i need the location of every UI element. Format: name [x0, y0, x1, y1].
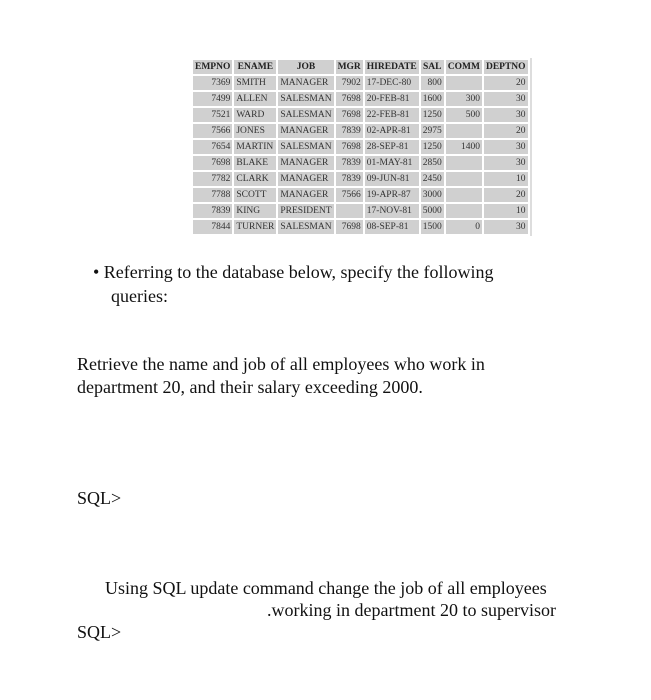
table-cell: 7698	[336, 220, 363, 234]
table-cell: 7566	[193, 124, 232, 138]
table-cell: 22-FEB-81	[365, 108, 419, 122]
table-row	[193, 92, 528, 106]
table-cell	[446, 172, 482, 186]
table-cell: 28-SEP-81	[365, 140, 419, 154]
question-1-line-1: Retrieve the name and job of all employees who work in	[77, 354, 485, 374]
table-cell: 30	[484, 156, 528, 170]
table-cell: 0	[446, 220, 482, 234]
table-row	[193, 220, 528, 234]
table-cell: 7566	[336, 188, 363, 202]
table-cell: 01-MAY-81	[365, 156, 419, 170]
table-cell: 7844	[193, 220, 232, 234]
table-cell: 7369	[193, 76, 232, 90]
table-cell: 17-DEC-80	[365, 76, 419, 90]
table-cell: 1400	[446, 140, 482, 154]
table-cell: 7782	[193, 172, 232, 186]
table-cell: 7698	[336, 108, 363, 122]
table-cell: 2975	[422, 126, 442, 136]
table-cell: 7698	[336, 92, 363, 106]
table-row	[193, 156, 528, 170]
column-header: COMM	[447, 62, 480, 72]
table-row	[193, 188, 528, 202]
table-cell	[446, 188, 482, 202]
table-cell: 20	[484, 124, 528, 138]
table-cell: 7654	[193, 140, 232, 154]
column-header: EMPNO	[195, 62, 231, 72]
table-cell: MANAGER	[278, 172, 333, 186]
table-cell: BLAKE	[234, 156, 276, 170]
table-cell: 30	[484, 92, 528, 106]
table-cell: 10	[484, 172, 528, 186]
table-cell	[446, 124, 482, 138]
table-cell: 2450	[422, 174, 442, 184]
table-cell: 09-JUN-81	[365, 172, 419, 186]
table-cell: MANAGER	[278, 124, 333, 138]
table-cell: 7839	[336, 124, 363, 138]
table-cell: MANAGER	[278, 76, 333, 90]
column-header: ENAME	[234, 60, 276, 74]
table-cell: 7499	[193, 92, 232, 106]
table-cell: SALESMAN	[280, 222, 332, 232]
table-cell: WARD	[234, 108, 276, 122]
table-row	[193, 124, 528, 138]
emp-table	[191, 58, 530, 236]
table-cell: 1250	[422, 142, 442, 152]
table-cell: 2850	[422, 158, 442, 168]
table-cell: 19-APR-87	[365, 188, 419, 202]
bullet-text: • Referring to the database below, specify the following	[93, 262, 494, 282]
table-cell: 10	[484, 204, 528, 218]
table-cell: SALESMAN	[280, 142, 332, 152]
sql-prompt-2: SQL>	[77, 622, 122, 642]
table-cell: MARTIN	[234, 140, 276, 154]
table-row	[193, 140, 528, 154]
table-row	[193, 204, 528, 218]
table-cell: 7698	[336, 140, 363, 154]
table-cell: KING	[234, 204, 276, 218]
table-cell: SALESMAN	[280, 110, 332, 120]
table-cell: 7839	[336, 172, 363, 186]
table-cell: ALLEN	[234, 92, 276, 106]
table-cell: 7521	[193, 108, 232, 122]
bullet-text-cont: queries:	[111, 286, 168, 306]
column-header: MGR	[337, 62, 361, 72]
table-cell: 7839	[193, 204, 232, 218]
table-cell	[446, 76, 482, 90]
table-cell: 08-SEP-81	[365, 220, 419, 234]
question-2-line-1: Using SQL update command change the job of all employees	[105, 578, 547, 598]
table-cell	[446, 204, 482, 218]
table-cell: 20	[484, 188, 528, 202]
table-cell: 30	[484, 108, 528, 122]
table-cell: 1500	[422, 222, 442, 232]
table-cell: 3000	[422, 190, 442, 200]
column-header: DEPTNO	[485, 62, 526, 72]
table-cell: 30	[484, 140, 528, 154]
column-header: HIREDATE	[366, 62, 417, 72]
table-cell: 500	[446, 108, 482, 122]
table-cell: MANAGER	[278, 188, 333, 202]
column-header: JOB	[278, 60, 333, 74]
table-cell: CLARK	[234, 172, 276, 186]
table-cell: 20-FEB-81	[365, 92, 419, 106]
table-cell: 20	[484, 76, 528, 90]
table-cell: 300	[446, 92, 482, 106]
table-cell: SCOTT	[234, 188, 276, 202]
column-header: SAL	[421, 60, 444, 74]
table-cell: SALESMAN	[280, 94, 332, 104]
table-cell: 02-APR-81	[365, 124, 419, 138]
table-cell: JONES	[234, 124, 276, 138]
table-cell: 1250	[422, 110, 442, 120]
table-row	[193, 76, 528, 90]
table-cell: 30	[484, 220, 528, 234]
table-row	[193, 108, 528, 122]
sql-prompt-1: SQL>	[77, 488, 122, 508]
table-cell: 7698	[193, 156, 232, 170]
table-cell: MANAGER	[278, 156, 333, 170]
table-cell: 1600	[422, 94, 442, 104]
question-1-line-2: department 20, and their salary exceeding 2000.	[77, 377, 423, 397]
table-cell: 7902	[336, 76, 363, 90]
table-cell	[336, 204, 363, 218]
question-2-line-2: .working in department 20 to supervisor	[267, 600, 556, 620]
table-cell: TURNER	[236, 222, 275, 232]
table-cell: SMITH	[234, 76, 276, 90]
table-row	[193, 172, 528, 186]
table-cell: 7788	[193, 188, 232, 202]
table-cell: 5000	[422, 206, 442, 216]
table-cell: 17-NOV-81	[365, 204, 419, 218]
table-cell: PRESIDENT	[280, 206, 332, 216]
table-cell: 800	[421, 76, 444, 90]
table-cell: 7839	[336, 156, 363, 170]
table-cell	[446, 156, 482, 170]
